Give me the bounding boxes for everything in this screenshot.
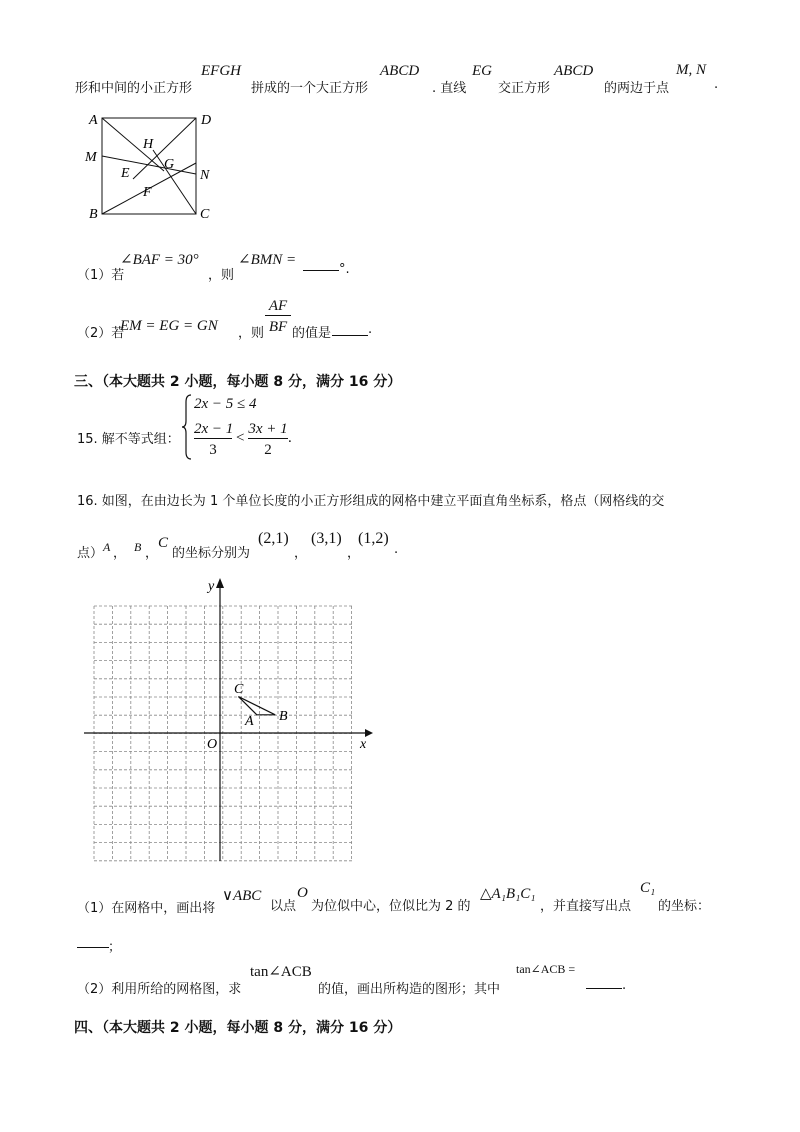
text: 的坐标： — [658, 899, 711, 914]
math-tan-acb: tan∠ACB — [250, 964, 312, 980]
label-f: F — [143, 185, 152, 200]
math-condition: EM = EG = GN — [120, 318, 218, 334]
q16-intro: 16. 如图，在由边长为 1 个单位长度的小正方形组成的网格中建立平面直角坐标系，格点（网格线的交 — [77, 494, 665, 509]
frac-denominator: BF — [268, 319, 288, 335]
coord-2: (3,1) — [311, 530, 342, 547]
text: ，并直接写出点 — [540, 899, 632, 914]
answer-blank — [303, 258, 339, 271]
answer-blank — [332, 323, 368, 336]
text: 为位似中心，位似比为 2 的 — [311, 899, 471, 914]
text: . — [394, 542, 399, 557]
less-than: < — [236, 430, 245, 446]
coord-3: (1,2) — [358, 530, 389, 547]
label-m: M — [85, 150, 97, 165]
vertex-label-a: A — [245, 714, 254, 729]
text: ， — [145, 546, 159, 561]
section-heading-4: 四、（本大题共 2 小题，每小题 8 分，满分 16 分） — [74, 1020, 402, 1036]
math-o: O — [297, 885, 308, 901]
answer-blank — [77, 935, 109, 948]
math-efgh: EFGH — [201, 63, 241, 79]
frac2-num: 3x + 1 — [248, 421, 288, 437]
text: 形和中间的小正方形 — [75, 81, 193, 96]
label-n: N — [200, 168, 210, 183]
text: ，则 — [208, 268, 235, 283]
inequality-1: 2x − 5 ≤ 4 — [194, 396, 257, 412]
axis-label-y: y — [208, 579, 215, 594]
period: . — [288, 430, 292, 446]
text: 以点 — [270, 899, 297, 914]
text: . — [714, 77, 719, 92]
text: 的坐标分别为 — [172, 546, 251, 561]
math-triangle-a1b1c1: △A₁B₁C₁ — [480, 886, 536, 902]
frac1-den: 3 — [209, 442, 217, 458]
label-b: B — [89, 207, 98, 222]
math-c1: C₁ — [640, 880, 656, 896]
text: 的两边于点 — [604, 81, 670, 96]
brace-icon — [182, 394, 192, 460]
label-d: D — [201, 113, 212, 128]
text: . — [622, 978, 627, 993]
label-e: E — [121, 166, 130, 181]
text: （2）若 — [77, 326, 125, 341]
math-ask: ∠BMN = — [238, 252, 297, 268]
point-b: B — [134, 540, 142, 554]
frac1-num: 2x − 1 — [194, 421, 234, 437]
math-abcd: ABCD — [380, 63, 420, 79]
text: °. — [339, 262, 350, 277]
label-g: G — [164, 157, 175, 172]
point-a: A — [103, 540, 111, 554]
text: . 直线 — [432, 81, 467, 96]
text: ， — [347, 546, 361, 561]
text: ，则 — [238, 326, 265, 341]
text: ； — [108, 940, 122, 955]
math-abcd: ABCD — [554, 63, 594, 79]
y-arrow-icon — [216, 578, 224, 588]
text: 的值是 — [292, 326, 332, 341]
q15-label: 15. 解不等式组： — [77, 432, 180, 447]
math-condition: ∠BAF = 30° — [120, 252, 199, 268]
vertex-label-c: C — [234, 682, 244, 697]
coordinate-grid — [80, 576, 380, 868]
math-eg: EG — [472, 63, 492, 79]
x-arrow-icon — [365, 729, 373, 737]
text: 点） — [77, 546, 104, 561]
section-heading-3: 三、（本大题共 2 小题，每小题 8 分，满分 16 分） — [74, 374, 402, 390]
coord-1: (2,1) — [258, 530, 289, 547]
label-c: C — [200, 207, 210, 222]
math-mn: M, N — [676, 62, 706, 78]
text: （1）在网格中，画出将 — [77, 901, 216, 916]
math-tan-acb-equals: tan∠ACB = — [516, 962, 576, 976]
text: . — [368, 322, 373, 337]
label-h: H — [143, 137, 154, 152]
answer-blank — [586, 976, 622, 989]
text: 拼成的一个大正方形 — [251, 81, 369, 96]
triangle-abc — [238, 697, 275, 715]
text: （2）利用所给的网格图，求 — [77, 982, 242, 997]
math-triangle: ∨ABC — [222, 888, 262, 904]
origin-label: O — [207, 737, 218, 752]
frac2-den: 2 — [264, 442, 272, 458]
vertex-label-b: B — [279, 709, 288, 724]
square-figure — [80, 108, 220, 226]
text: （1）若 — [77, 268, 125, 283]
frac-numerator: AF — [265, 297, 291, 316]
text: ， — [294, 546, 308, 561]
point-c: C — [158, 535, 169, 551]
axis-label-x: x — [360, 737, 367, 752]
text: 的值，画出所构造的图形；其中 — [318, 982, 501, 997]
label-a: A — [89, 113, 98, 128]
text: ， — [113, 546, 127, 561]
text: 交正方形 — [498, 81, 551, 96]
